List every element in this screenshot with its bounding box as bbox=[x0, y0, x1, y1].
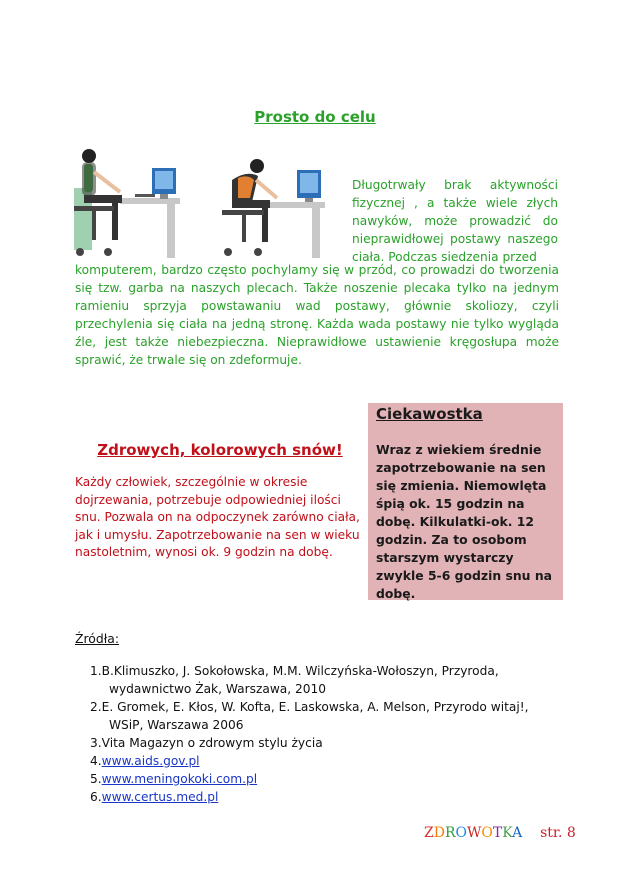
bad-posture-figure bbox=[222, 159, 325, 258]
curiosity-title: Ciekawostka bbox=[376, 405, 483, 423]
curiosity-text: Wraz z wiekiem średnie zapotrzebowanie na sen się zmienia. Niemowlęta śpią ok. 15 godzin na dobę. Kilkulatki-ok. 12 godzin. Za to osobom starszym wystarczy zwykle 5-6 godzin snu na dobę. bbox=[376, 442, 552, 601]
page-footer bbox=[424, 825, 576, 841]
source-item: 2.E. Gromek, E. Kłos, W. Kofta, E. Laskowska, A. Melson, Przyrodo witaj!, WSiP, Warszawa 2006 bbox=[90, 700, 529, 732]
page-number: str. 8 bbox=[540, 825, 576, 841]
brand-letter: W bbox=[467, 825, 482, 841]
brand-letter: R bbox=[444, 825, 456, 841]
sources-label: Źródła: bbox=[75, 631, 120, 646]
source-item: 6.www.certus.med.pl bbox=[90, 790, 219, 804]
source-item: 4.www.aids.gov.pl bbox=[90, 754, 200, 768]
source-link[interactable]: www.aids.gov.pl bbox=[101, 754, 200, 768]
intro-paragraph-body: komputerem, bardzo często pochylamy się w przód, co prowadzi do tworzenia się tzw. garba na naszych plecach. Także noszenie plecaka tylko na jednym ramieniu sprzyja powstawaniu wad postawy, głównie skoliozy, czyli przechylenia się ciała na jedną stronę. Każda wada postawy nie tylko wygląda źle, jest także niebezpieczna. Nieprawidłowe ustawienie kręgosłupa może sprawić, że trwale się on zdeformuje. bbox=[75, 263, 559, 367]
source-item: 5.www.meningokoki.com.pl bbox=[90, 772, 258, 786]
source-link[interactable]: www.certus.med.pl bbox=[101, 790, 219, 804]
brand-letter: D bbox=[433, 825, 445, 841]
article-title: Prosto do celu bbox=[254, 108, 376, 126]
source-item: 1.B.Klimuszko, J. Sokołowska, M.M. Wilczyńska-Wołoszyn, Przyroda, wydawnictwo Żak, Warszawa, 2010 bbox=[90, 664, 499, 696]
brand-letter: A bbox=[512, 825, 523, 841]
posture-illustration bbox=[72, 140, 347, 265]
source-link[interactable]: www.meningokoki.com.pl bbox=[101, 772, 258, 786]
sources-list bbox=[90, 662, 560, 806]
brand-letter: K bbox=[502, 825, 513, 841]
brand-letter: T bbox=[492, 825, 503, 841]
correct-posture-figure bbox=[74, 149, 180, 258]
source-item: 3.Vita Magazyn o zdrowym stylu życia bbox=[90, 736, 323, 750]
intro-paragraph-side: Długotrwały brak aktywności fizycznej , a także wiele złych nawyków, może prowadzić do nieprawidłowej postawy naszego ciała. Podczas siedzenia przed bbox=[352, 178, 558, 264]
magazine-brand bbox=[424, 825, 522, 841]
brand-letter: Z bbox=[424, 825, 434, 841]
sleep-section-title: Zdrowych, kolorowych snów! bbox=[97, 441, 343, 459]
brand-letter: O bbox=[481, 825, 493, 841]
brand-letter: O bbox=[455, 825, 467, 841]
sleep-section-text: Każdy człowiek, szczególnie w okresie dojrzewania, potrzebuje odpowiedniej ilości snu. Pozwala on na odpoczynek zarówno ciała, jak i umysłu. Zapotrzebowanie na sen w wieku nastoletnim, wynosi ok. 9 godzin na dobę. bbox=[75, 475, 360, 560]
